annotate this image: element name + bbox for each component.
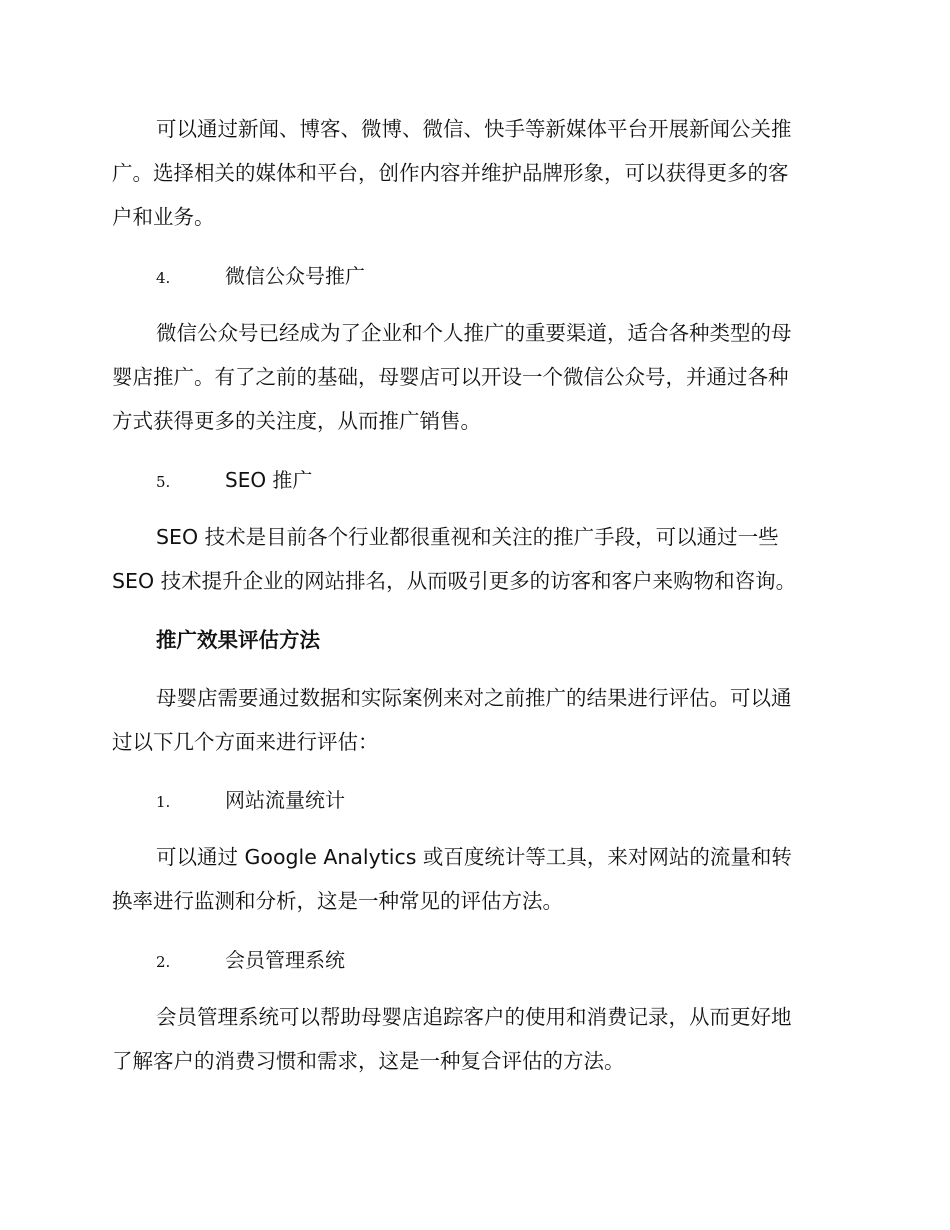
paragraph-line: 可以通过 Google Analytics 或百度统计等工具，来对网站的流量和转 [156, 845, 792, 869]
paragraph-wechat-account [112, 311, 832, 443]
paragraph-line: 微信公众号已经成为了企业和个人推广的重要渠道，适合各种类型的母 [156, 321, 792, 345]
list-item-number: 4. [156, 269, 171, 287]
paragraph-line: 户和业务。 [112, 205, 215, 229]
list-item-text: SEO 推广 [225, 468, 313, 492]
paragraph-line: SEO 技术提升企业的网站排名，从而吸引更多的访客和客户来购物和咨询。 [112, 569, 797, 593]
paragraph-traffic-analytics [112, 835, 832, 923]
paragraph-line: 会员管理系统可以帮助母婴店追踪客户的使用和消费记录，从而更好地 [156, 1005, 792, 1029]
section-heading-evaluation: 推广效果评估方法 [156, 628, 320, 652]
paragraph-line: 婴店推广。有了之前的基础，母婴店可以开设一个微信公众号，并通过各种 [112, 365, 789, 389]
paragraph-new-media-pr [112, 107, 832, 239]
paragraph-line: 方式获得更多的关注度，从而推广销售。 [112, 409, 481, 433]
paragraph-line: 母婴店需要通过数据和实际案例来对之前推广的结果进行评估。可以通 [156, 686, 792, 710]
paragraph-line: 换率进行监测和分析，这是一种常见的评估方法。 [112, 889, 563, 913]
list-item-wechat-promotion [156, 254, 365, 298]
list-item-text: 网站流量统计 [225, 788, 345, 812]
list-item-member-system [156, 938, 345, 982]
paragraph-line: 了解客户的消费习惯和需求，这是一种复合评估的方法。 [112, 1049, 625, 1073]
paragraph-seo [112, 515, 832, 603]
paragraph-member-management [112, 995, 832, 1083]
paragraph-line: SEO 技术是目前各个行业都很重视和关注的推广手段，可以通过一些 [156, 525, 779, 549]
list-item-text: 微信公众号推广 [225, 264, 365, 288]
list-item-traffic-stats [156, 778, 345, 822]
list-item-number: 2. [156, 953, 171, 971]
list-item-text: 会员管理系统 [225, 948, 345, 972]
list-item-seo-promotion [156, 458, 312, 502]
list-item-number: 5. [156, 473, 171, 491]
paragraph-evaluation-intro [112, 676, 832, 764]
list-item-number: 1. [156, 793, 171, 811]
paragraph-line: 可以通过新闻、博客、微博、微信、快手等新媒体平台开展新闻公关推 [156, 117, 792, 141]
paragraph-line: 过以下几个方面来进行评估： [112, 730, 379, 754]
paragraph-line: 广。选择相关的媒体和平台，创作内容并维护品牌形象，可以获得更多的客 [112, 161, 789, 185]
